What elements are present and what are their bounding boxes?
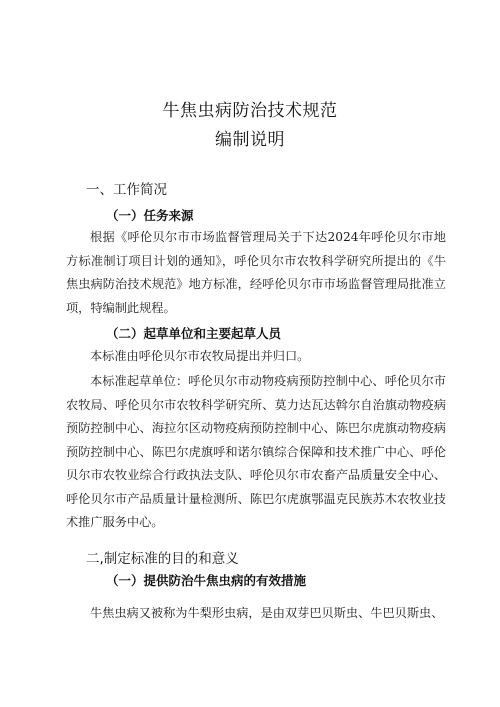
paragraph-disease-intro: 牛焦虫病又被称为牛梨形虫病，是由双芽巴贝斯虫、牛巴贝斯虫、 (90, 606, 444, 620)
document-subtitle: 编制说明 (215, 130, 285, 150)
document-title: 牛焦虫病防治技术规范 (162, 101, 338, 121)
section-heading-work-overview: 一、工作简况 (86, 182, 167, 198)
subsection-heading-task-source: （一）任务来源 (106, 208, 194, 223)
section-heading-purpose: 二,制定标准的目的和意义 (86, 551, 239, 567)
subsection-heading-drafting-units: （二）起草单位和主要起草人员 (106, 326, 282, 341)
subsection-heading-control-measures: （一）提供防治牛焦虫病的有效措施 (106, 573, 307, 588)
paragraph-drafting-units: 本标准起草单位：呼伦贝尔市动物疫病预防控制中心、呼伦贝尔市农牧局、呼伦贝尔市农牧科学研究所、莫力达瓦达斡尔自治旗动物疫病预防控制中心、海拉尔区动物疫病预防控制中心、陈巴尔虎旗动物疫病预防控制中心、陈巴尔虎旗呼和诺尔镇综合保障和技术推广中心、呼伦贝尔市农牧业综合行政执法支队、呼伦贝尔市农畜产品质量安全中心、呼伦贝尔市产品质量计量检测所、陈巴尔虎旗鄂温克民族苏木农牧业技术推广服务中心。 (66, 374, 446, 529)
paragraph-proposer: 本标准由呼伦贝尔市农牧局提出并归口。 (90, 349, 310, 363)
paragraph-task-source: 根据《呼伦贝尔市市场监督管理局关于下达2024年呼伦贝尔市地方标准制订项目计划的通知》，呼伦贝尔市农牧科学研究所提出的《牛焦虫病防治技术规范》地方标准，经呼伦贝尔市市场监督管理局批准立项，特编制此规程。 (66, 230, 446, 315)
